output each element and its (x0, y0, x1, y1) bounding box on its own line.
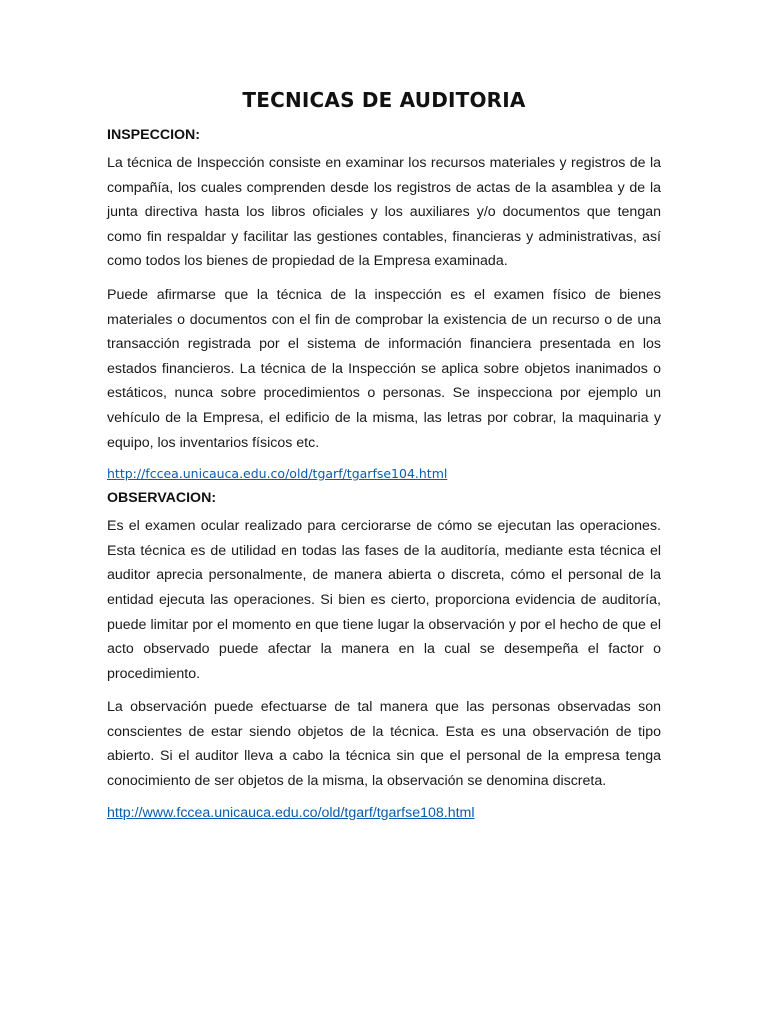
section-heading-observacion: OBSERVACION: (107, 490, 217, 507)
document-title: TECNICAS DE AUDITORIA (242, 88, 526, 112)
section-heading-inspeccion: INSPECCION: (107, 127, 201, 143)
paragraph-observacion-2: La observación puede efectuarse de tal manera que las personas observadas son conscientes de estar siendo objetos de la técnica. Esta es una observación de tipo abierto. Si el auditor lleva a cabo la técnica sin que el personal de la empresa tenga conocimiento de ser objetos de la misma, la observación se denomina discreta. (107, 699, 661, 790)
paragraph-inspeccion-2: Puede afirmarse que la técnica de la inspección es el examen físico de bienes materiales o documentos con el fin de comprobar la existencia de un recurso o de una transacción registrada por el sistema de información financiera presentada en los estados financieros. La técnica de la Inspección se aplica sobre objetos inanimados o estáticos, nunca sobre procedimientos o personas. Se inspecciona por ejemplo un vehículo de la Empresa, el edificio de la misma, las letras por cobrar, la maquinaria y equipo, los inventarios físicos etc. (107, 286, 661, 451)
paragraph-observacion-1: Es el examen ocular realizado para cerciorarse de cómo se ejecutan las operaciones. Esta técnica es de utilidad en todas las fases de la auditoría, mediante esta técnica el auditor aprecia personalmente, de manera abierta o discreta, cómo el personal de la entidad ejecuta las operaciones. Si bien es cierto, proporciona evidencia de auditoría, puede limitar por el momento en que tiene lugar la observación y por el hecho de que el acto observado puede afectar la manera en la cual se desempeña el factor o procedimiento. (107, 518, 661, 682)
source-link-inspeccion[interactable]: http://fccea.unicauca.edu.co/old/tgarf/tgarfse104.html (107, 466, 448, 482)
source-link-observacion[interactable]: http://www.fccea.unicauca.edu.co/old/tgarf/tgarfse108.html (107, 804, 475, 821)
paragraph-inspeccion-1: La técnica de Inspección consiste en examinar los recursos materiales y registros de la compañía, los cuales comprenden desde los registros de actas de la asamblea y de la junta directiva hasta los libros oficiales y los auxiliares y/o documentos que tengan como fin respaldar y facilitar las gestiones contables, financieras y administrativas, así como todos los bienes de propiedad de la Empresa examinada. (107, 155, 661, 270)
section-inspeccion (107, 125, 661, 484)
document-page (107, 88, 661, 823)
section-observacion (107, 488, 661, 823)
